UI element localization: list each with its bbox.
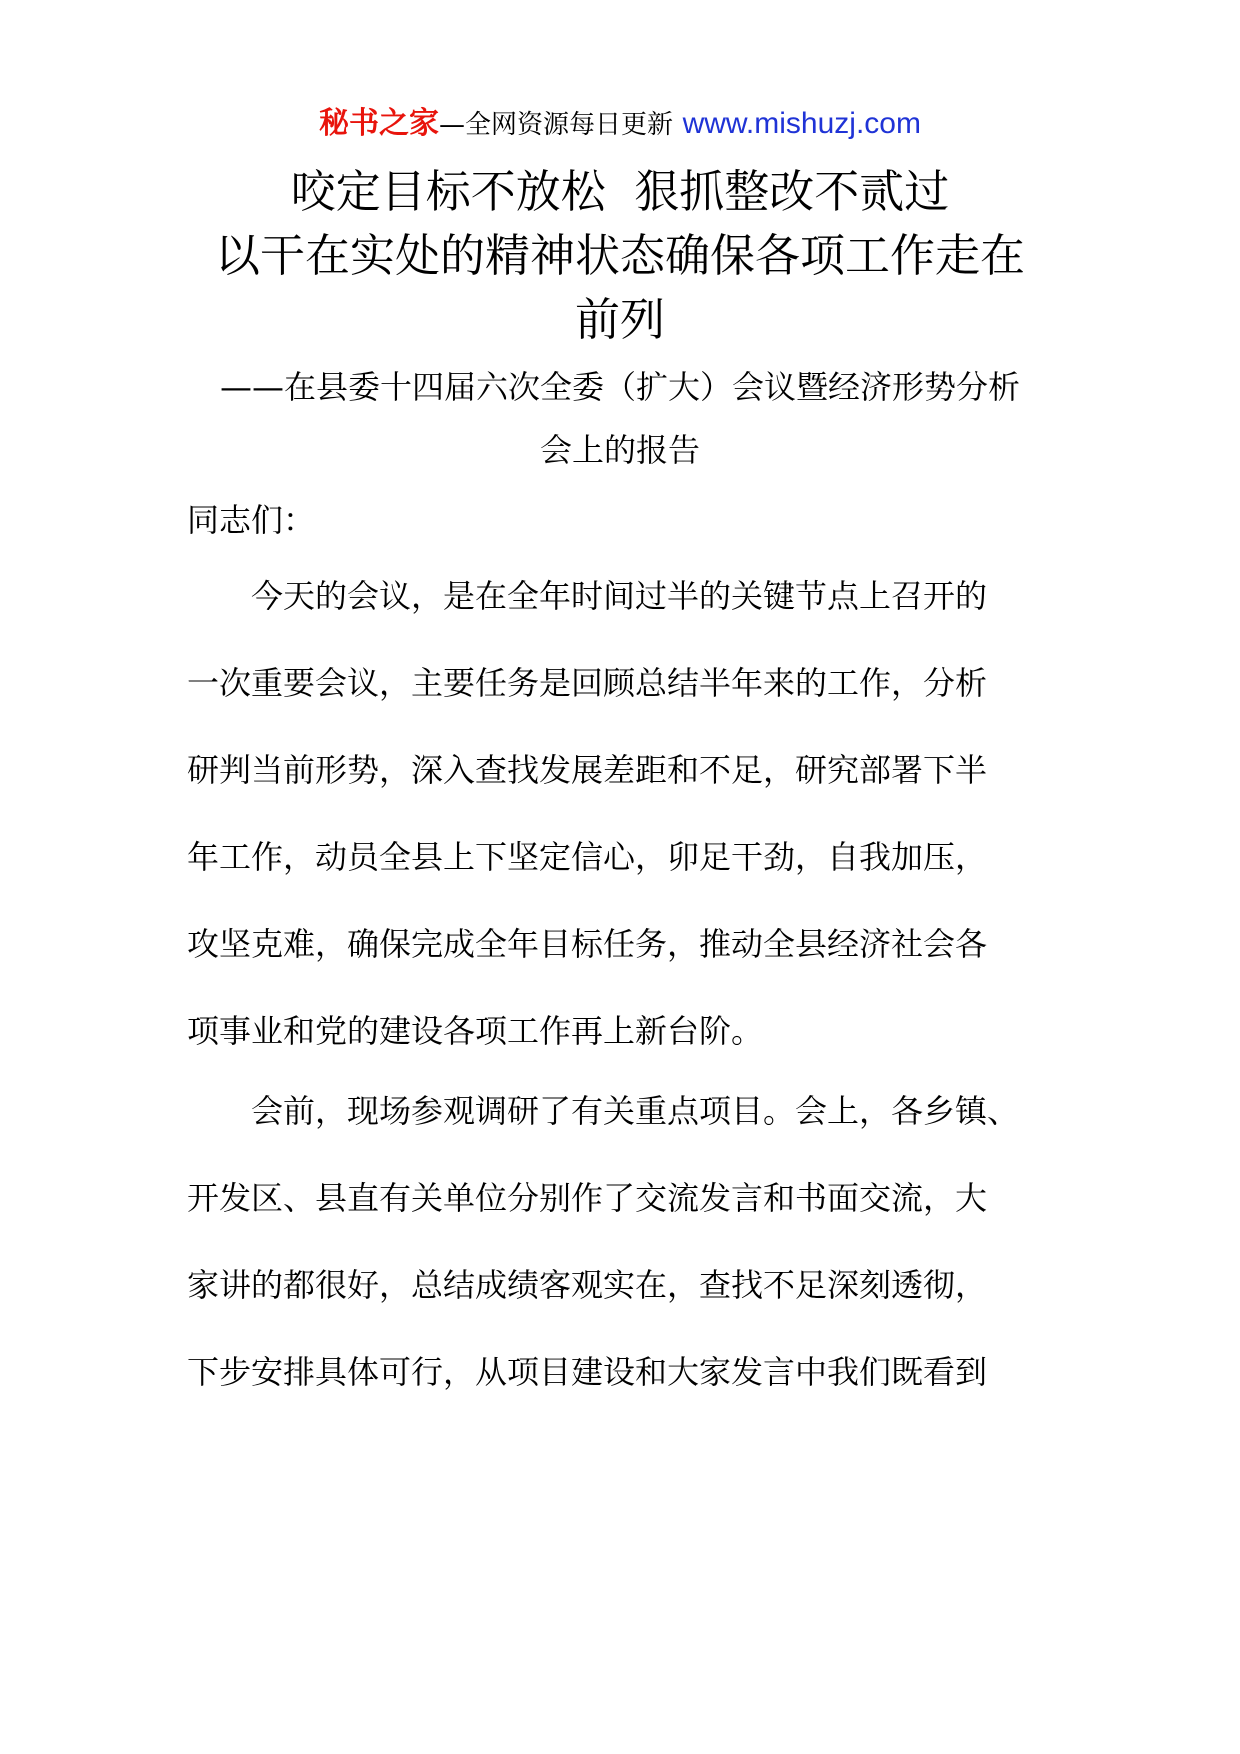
paragraph-line: 年工作，动员全县上下坚定信心，卯足干劲，自我加压， — [187, 838, 988, 876]
paragraph-line: 攻坚克难，确保完成全年目标任务，推动全县经济社会各 — [187, 925, 988, 963]
document-title-line-3: 前列 — [574, 293, 665, 346]
site-brand: 秘书之家 — [319, 106, 440, 141]
document-subtitle-line-2: 会上的报告 — [539, 431, 700, 469]
document-title-line-2: 以干在实处的精神状态确保各项工作走在 — [214, 229, 1025, 282]
site-url[interactable]: www.mishuzj.com — [682, 107, 921, 140]
paragraph-line: 下步安排具体可行，从项目建设和大家发言中我们既看到 — [187, 1353, 988, 1391]
paragraph-line: 项事业和党的建设各项工作再上新台阶。 — [187, 1012, 764, 1050]
paragraph-line: 今天的会议，是在全年时间过半的关键节点上召开的 — [251, 577, 988, 615]
site-header — [0, 104, 1240, 145]
paragraph-line: 研判当前形势，深入查找发展差距和不足，研究部署下半 — [187, 751, 988, 789]
paragraph-line: 会前，现场参观调研了有关重点项目。会上，各乡镇、 — [251, 1092, 1020, 1130]
document-subtitle-line-1: ——在县委十四届六次全委（扩大）会议暨经济形势分析 — [219, 368, 1020, 406]
paragraph-line: 一次重要会议，主要任务是回顾总结半年来的工作，分析 — [187, 664, 988, 702]
paragraph-line: 家讲的都很好，总结成绩客观实在，查找不足深刻透彻， — [187, 1266, 988, 1304]
salutation: 同志们： — [187, 501, 316, 539]
site-tagline: —全网资源每日更新 — [439, 110, 674, 140]
paragraph-line: 开发区、县直有关单位分别作了交流发言和书面交流，大 — [187, 1179, 988, 1217]
document-title-line-1: 咬定目标不放松 狠抓整改不贰过 — [290, 165, 950, 218]
